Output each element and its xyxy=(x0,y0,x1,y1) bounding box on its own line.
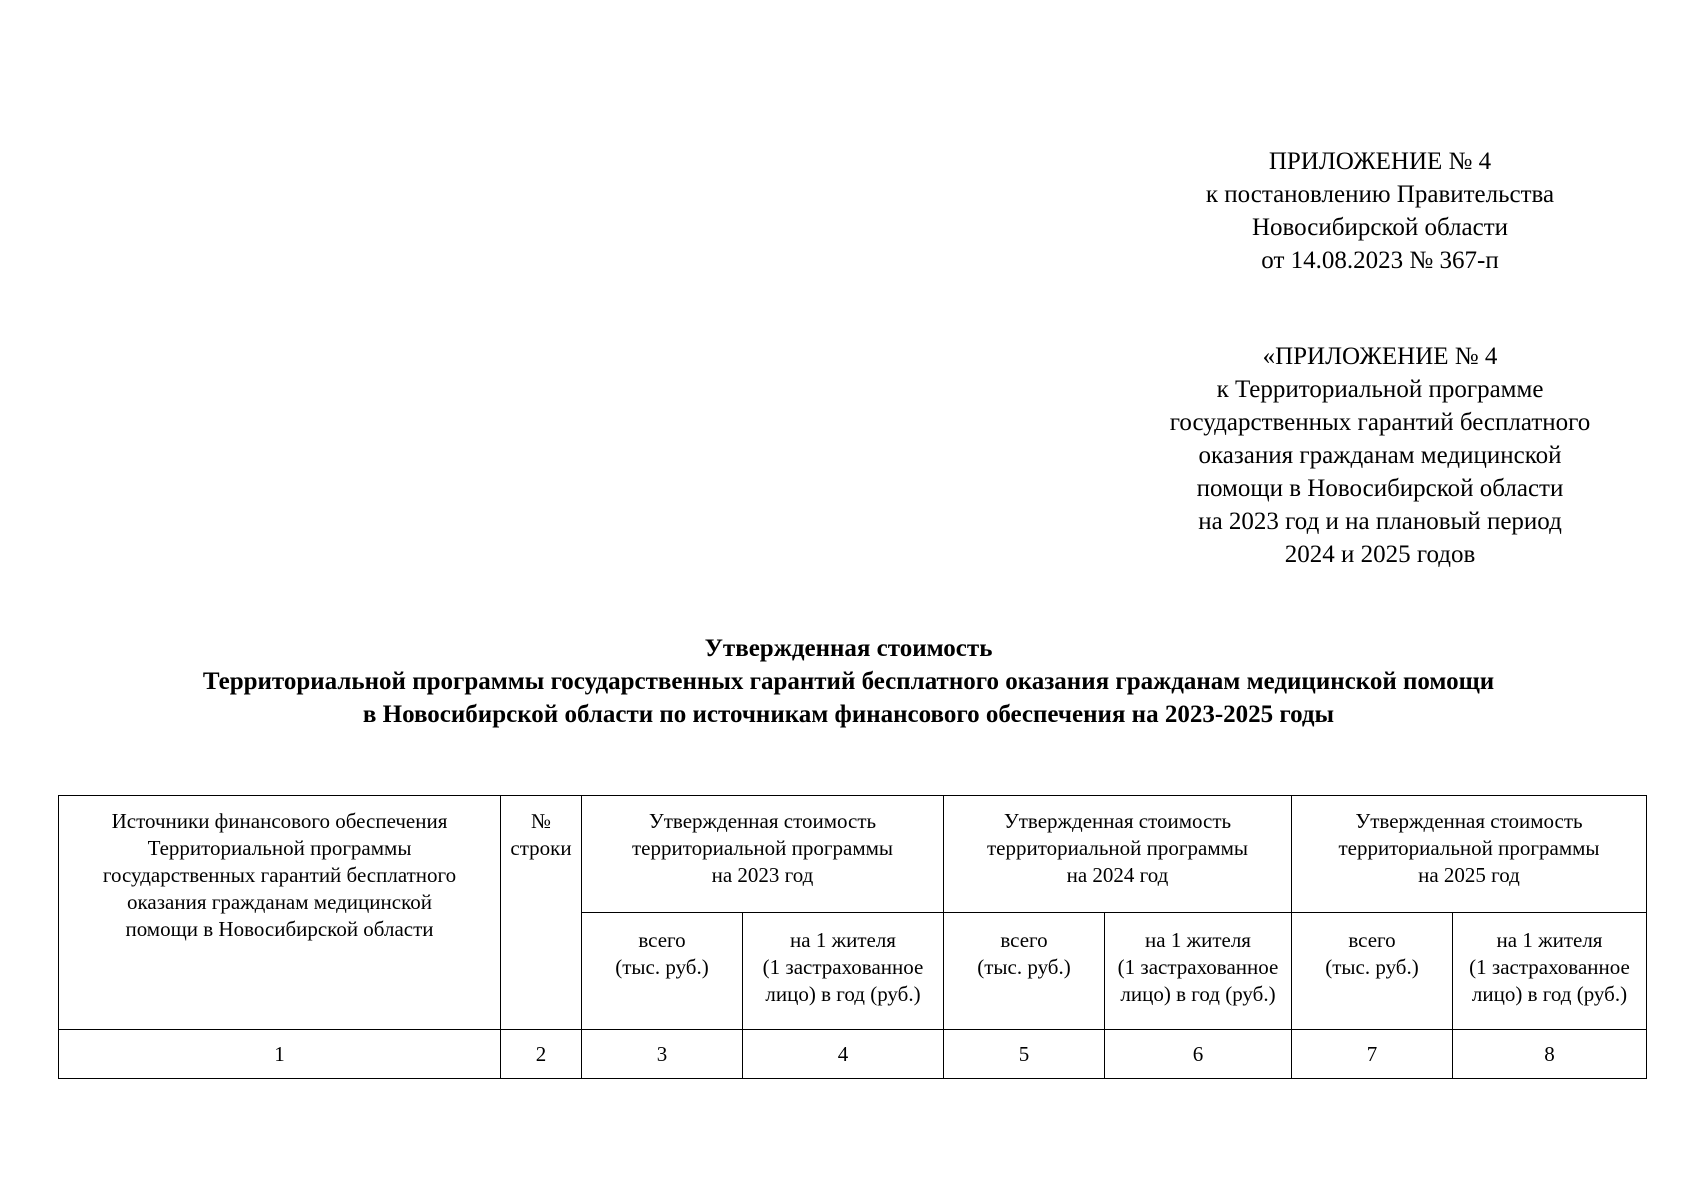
table-row xyxy=(59,1030,1647,1079)
annex-line: на 2023 год и на плановый период xyxy=(1198,508,1562,535)
column-number-cell: 5 xyxy=(944,1030,1105,1079)
cost-table xyxy=(58,795,1647,1079)
document-title xyxy=(0,632,1697,731)
header-per-capita-2023-cell: на 1 жителя (1 застрахованное лицо) в год (руб.) xyxy=(743,913,944,1030)
title-line: Утвержденная стоимость xyxy=(704,635,993,662)
annex-line: государственных гарантий бесплатного xyxy=(1169,409,1591,436)
header-source-cell: Источники финансового обеспечения Территориальной программы государственных гарантий бесплатного оказания гражданам медицинской помощи в Новосибирской области xyxy=(59,796,501,1030)
header-per-capita-2025-cell: на 1 жителя (1 застрахованное лицо) в год (руб.) xyxy=(1453,913,1647,1030)
header-year-2024-cell: Утвержденная стоимость территориальной программы на 2024 год xyxy=(944,796,1292,913)
table-header-row xyxy=(59,796,1647,913)
column-number-cell: 8 xyxy=(1453,1030,1647,1079)
annex-program-block xyxy=(1070,340,1690,571)
header-total-2025-cell: всего (тыс. руб.) xyxy=(1292,913,1453,1030)
header-per-capita-2024-cell: на 1 жителя (1 застрахованное лицо) в год (руб.) xyxy=(1105,913,1292,1030)
annex-line: к Территориальной программе xyxy=(1216,376,1544,403)
annex-line: помощи в Новосибирской области xyxy=(1196,475,1564,502)
header-total-2023-cell: всего (тыс. руб.) xyxy=(582,913,743,1030)
title-line: в Новосибирской области по источникам финансового обеспечения на 2023-2025 годы xyxy=(362,701,1335,728)
column-number-cell: 2 xyxy=(501,1030,582,1079)
annex-resolution-block xyxy=(1070,145,1690,277)
column-number-cell: 6 xyxy=(1105,1030,1292,1079)
header-row-number-cell: № строки xyxy=(501,796,582,1030)
header-year-2023-cell: Утвержденная стоимость территориальной программы на 2023 год xyxy=(582,796,944,913)
title-line: Территориальной программы государственных гарантий бесплатного оказания гражданам медицинской помощи xyxy=(202,668,1495,695)
column-number-cell: 3 xyxy=(582,1030,743,1079)
annex-line: от 14.08.2023 № 367-п xyxy=(1261,247,1499,274)
annex-line: «ПРИЛОЖЕНИЕ № 4 xyxy=(1262,343,1498,370)
column-number-cell: 4 xyxy=(743,1030,944,1079)
header-year-2025-cell: Утвержденная стоимость территориальной программы на 2025 год xyxy=(1292,796,1647,913)
header-total-2024-cell: всего (тыс. руб.) xyxy=(944,913,1105,1030)
annex-line: Новосибирской области xyxy=(1251,214,1509,241)
annex-line: ПРИЛОЖЕНИЕ № 4 xyxy=(1268,148,1492,175)
annex-line: к постановлению Правительства xyxy=(1205,181,1555,208)
column-number-cell: 1 xyxy=(59,1030,501,1079)
column-number-cell: 7 xyxy=(1292,1030,1453,1079)
annex-line: 2024 и 2025 годов xyxy=(1284,541,1476,568)
annex-line: оказания гражданам медицинской xyxy=(1198,442,1562,469)
